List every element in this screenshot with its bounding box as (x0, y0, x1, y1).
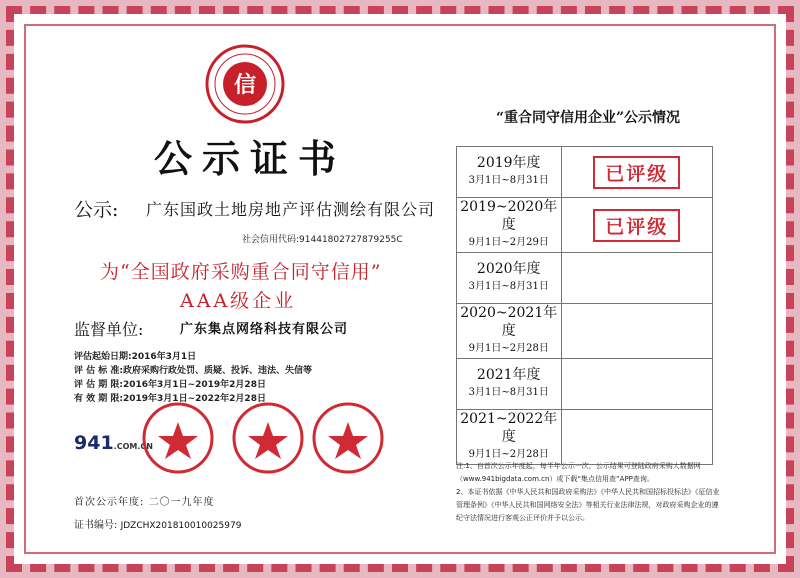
status-table (456, 146, 713, 465)
credit-code-value: 91441802727879255C (299, 235, 403, 245)
status-dates: 3月1日~8月31日 (468, 387, 549, 398)
status-row (457, 410, 713, 465)
cert-no-value: JDZCHX201810010025979 (120, 521, 242, 531)
status-period (457, 410, 562, 465)
first-publication-line (74, 493, 215, 508)
notes-block (456, 460, 721, 525)
rated-stamp: 已评级 (593, 209, 680, 242)
logo-number: 941 (74, 432, 114, 454)
supervisor-name: 广东集点网络科技有限公司 (180, 322, 349, 337)
credit-code-line (242, 232, 403, 245)
eval-standard-line (74, 363, 312, 376)
rated-stamp: 已评级 (593, 156, 680, 189)
rating-line-1: 为“全国政府采购重合同守信用” (100, 261, 382, 283)
logo-domain: .COM.CN (113, 442, 153, 451)
eval-start-line (74, 349, 196, 362)
status-stamp-cell (561, 410, 713, 465)
status-dates: 3月1日~8月31日 (468, 281, 549, 292)
status-dates: 9月1日~2月28日 (468, 449, 549, 460)
first-pub-year: 二〇一九年度 (148, 497, 215, 508)
publication-label: 公示: (74, 199, 119, 221)
status-dates: 3月1日~8月31日 (468, 175, 549, 186)
emblem-char: 信 (233, 73, 257, 98)
status-dates: 9月1日~2月28日 (468, 343, 549, 354)
status-stamp-cell (561, 198, 713, 253)
status-row (457, 304, 713, 359)
certificate-title: 公示证书 (153, 136, 346, 181)
eval-period-value: 2016年3月1日~2019年2月28日 (123, 380, 266, 390)
eval-period-line (74, 377, 266, 390)
status-period (457, 198, 562, 253)
eval-standard-label: 评 估 标 准: (74, 366, 123, 376)
seal-icon (234, 404, 302, 472)
status-year: 2021~2022年度 (460, 411, 558, 445)
status-dates: 9月1日~2月29日 (468, 237, 549, 248)
cert-no-label: 证书编号: (74, 520, 118, 531)
eval-period-label: 评 估 期 限: (74, 380, 123, 390)
status-year: 2020年度 (476, 261, 541, 277)
status-year: 2021年度 (476, 367, 541, 383)
status-year: 2020~2021年度 (460, 305, 558, 339)
status-year: 2019~2020年度 (460, 199, 558, 233)
status-panel-title: “重合同守信用企业”公示情况 (495, 110, 681, 126)
note-1: 注:1、自首次公示年度起，每半年公示一次，公示结果可登陆政府采购大数据网（www.941bigdata.com.cn）或下载“集点信用查”APP查询。 (456, 462, 701, 483)
status-row (457, 198, 713, 253)
credit-code-label: 社会信用代码: (242, 235, 300, 245)
eval-standard-value: 政府采购行政处罚、质疑、投诉、违法、失信等 (123, 366, 313, 376)
certificate-number-line (74, 516, 241, 531)
status-stamp-cell (561, 359, 713, 410)
status-period (457, 147, 562, 198)
company-name: 广东国政土地房地产评估测绘有限公司 (146, 200, 436, 219)
status-row (457, 359, 713, 410)
valid-period-value: 2019年3月1日~2022年2月28日 (123, 394, 266, 404)
status-stamp-cell (561, 147, 713, 198)
status-row (457, 147, 713, 198)
status-period (457, 304, 562, 359)
note-2: 2、本证书依据《中华人民共和国政府采购法》《中华人民共和国招标投标法》《征信业管理条例》《中华人民共和国网络安全法》等相关行业法律法规，对政府采购企业的遵纪守法情况进行客观公正评价并予以公示。 (456, 488, 720, 522)
supervisor-label: 监督单位: (74, 320, 144, 339)
first-pub-label: 首次公示年度: (74, 497, 145, 508)
status-stamp-cell (561, 304, 713, 359)
official-seals (70, 400, 470, 480)
status-year: 2019年度 (476, 155, 541, 171)
status-period (457, 359, 562, 410)
eval-start-label: 评估起始日期: (74, 352, 132, 362)
rating-line-2: AAA级企业 (180, 290, 297, 312)
seal-icon (314, 404, 382, 472)
status-stamp-cell (561, 253, 713, 304)
eval-start-value: 2016年3月1日 (131, 352, 197, 362)
valid-period-label: 有 效 期 限: (74, 394, 123, 404)
credit-emblem-icon (205, 44, 285, 124)
status-row (457, 253, 713, 304)
status-period (457, 253, 562, 304)
seal-icon (144, 404, 212, 472)
